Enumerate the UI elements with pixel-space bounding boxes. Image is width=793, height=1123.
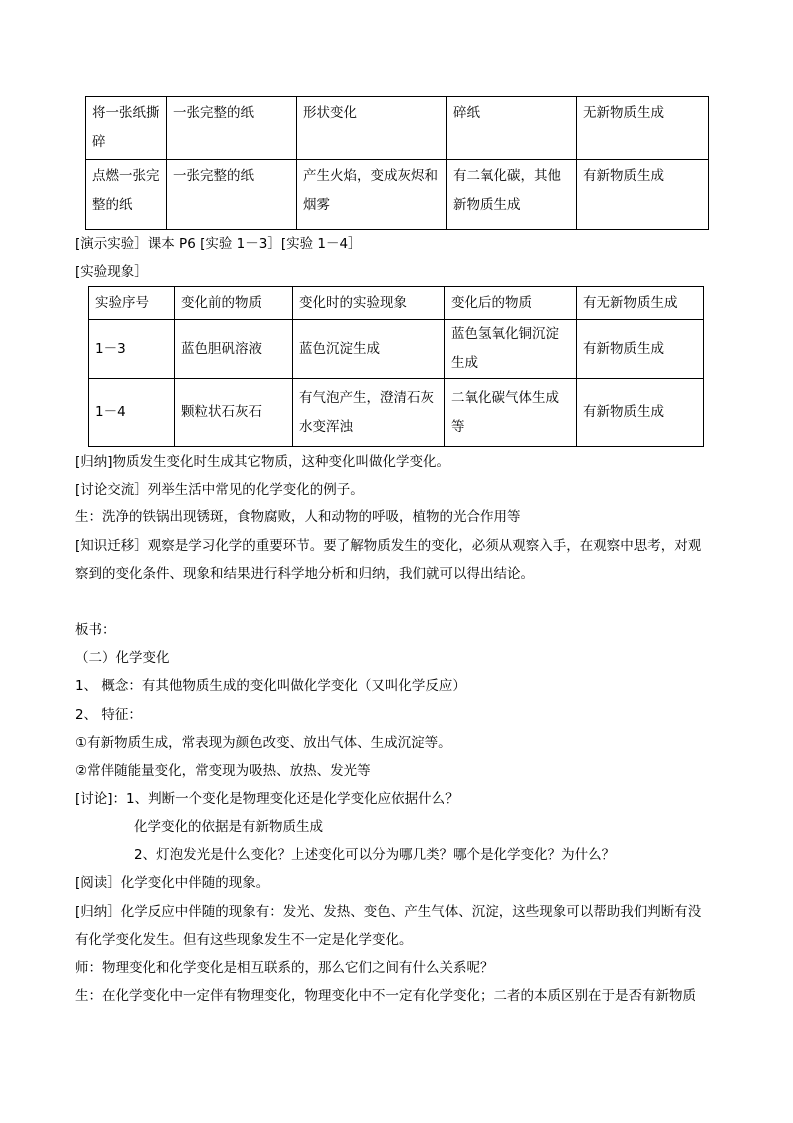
table-cell: 有新物质生成 bbox=[577, 379, 704, 447]
teacher-line: 师：物理变化和化学变化是相互联系的，那么它们之间有什么关系呢？ bbox=[75, 960, 494, 976]
table-row bbox=[89, 320, 704, 379]
knowledge-transfer-line: [知识迁移］观察是学习化学的重要环节。要了解物质发生的变化，必须从观察入手，在观察中思考，对观 bbox=[75, 538, 702, 554]
experiment-table bbox=[88, 286, 704, 447]
comparison-table bbox=[85, 96, 709, 230]
table-cell: 一张完整的纸 bbox=[167, 97, 297, 160]
table-cell: 1－4 bbox=[89, 379, 175, 447]
table-cell: 1－3 bbox=[89, 320, 175, 379]
reading-line: [阅读］化学变化中伴随的现象。 bbox=[75, 875, 270, 891]
concept-line: 1、 概念：有其他物质生成的变化叫做化学变化（又叫化学反应） bbox=[75, 678, 466, 694]
table-cell: 一张完整的纸 bbox=[167, 160, 297, 230]
table-header-cell: 实验序号 bbox=[89, 287, 175, 320]
table-cell: 蓝色沉淀生成 bbox=[293, 320, 445, 379]
phenomenon-label: [实验现象］ bbox=[75, 264, 148, 280]
knowledge-transfer-line-2: 察到的变化条件、现象和结果进行科学地分析和归纳，我们就可以得出结论。 bbox=[75, 566, 534, 582]
table-cell: 无新物质生成 bbox=[577, 97, 709, 160]
summary-line-2-cont: 有化学变化发生。但有这些现象发生不一定是化学变化。 bbox=[75, 932, 413, 948]
table-cell: 蓝色氢氧化铜沉淀生成 bbox=[445, 320, 577, 379]
student-answer-line: 生：洗净的铁锅出现锈斑，食物腐败，人和动物的呼吸，植物的光合作用等 bbox=[75, 509, 521, 525]
discussion-question-1: [讨论]：1、判断一个变化是物理变化还是化学变化应依据什么？ bbox=[75, 791, 459, 807]
summary-line-2: [归纳］化学反应中伴随的现象有：发光、发热、变色、产生气体、沉淀，这些现象可以帮助我们判断有没 bbox=[75, 904, 702, 920]
table-row bbox=[86, 97, 709, 160]
table-cell: 二氧化碳气体生成等 bbox=[445, 379, 577, 447]
table-cell: 有二氧化碳，其他新物质生成 bbox=[447, 160, 577, 230]
table-cell: 蓝色胆矾溶液 bbox=[175, 320, 293, 379]
table-cell: 碎纸 bbox=[447, 97, 577, 160]
discussion-question-2: 2、灯泡发光是什么变化？上述变化可以分为哪几类？哪个是化学变化？为什么？ bbox=[134, 847, 616, 863]
table-header-cell: 变化时的实验现象 bbox=[293, 287, 445, 320]
feature-item-2: ②常伴随能量变化，常变现为吸热、放热、发光等 bbox=[75, 763, 371, 779]
table-row bbox=[86, 160, 709, 230]
table-header-cell: 有无新物质生成 bbox=[577, 287, 704, 320]
blackboard-heading: 板书： bbox=[75, 622, 116, 638]
table-cell: 将一张纸撕碎 bbox=[86, 97, 167, 160]
table-cell: 形状变化 bbox=[297, 97, 447, 160]
summary-line: [归纳]物质发生变化时生成其它物质，这种变化叫做化学变化。 bbox=[75, 454, 451, 470]
discussion-line: [讨论交流］列举生活中常见的化学变化的例子。 bbox=[75, 482, 364, 498]
student-line: 生：在化学变化中一定伴有物理变化，物理变化中不一定有化学变化；二者的本质区别在于是否有新物质 bbox=[75, 988, 696, 1004]
table-header-cell: 变化后的物质 bbox=[445, 287, 577, 320]
table-cell: 点燃一张完整的纸 bbox=[86, 160, 167, 230]
table-cell: 有气泡产生，澄清石灰水变浑浊 bbox=[293, 379, 445, 447]
table-cell: 有新物质生成 bbox=[577, 160, 709, 230]
table-header-row bbox=[89, 287, 704, 320]
table-header-cell: 变化前的物质 bbox=[175, 287, 293, 320]
feature-item-1: ①有新物质生成，常表现为颜色改变、放出气体、生成沉淀等。 bbox=[75, 735, 452, 751]
table-row bbox=[89, 379, 704, 447]
demo-experiment-line: [演示实验］课本 P6 [实验 1－3］[实验 1－4］ bbox=[75, 236, 362, 252]
table-cell: 产生火焰，变成灰烬和烟雾 bbox=[297, 160, 447, 230]
table-cell: 颗粒状石灰石 bbox=[175, 379, 293, 447]
table-cell: 有新物质生成 bbox=[577, 320, 704, 379]
section-heading: （二）化学变化 bbox=[75, 650, 170, 666]
features-heading: 2、 特征： bbox=[75, 707, 142, 723]
discussion-answer-1: 化学变化的依据是有新物质生成 bbox=[134, 819, 323, 835]
